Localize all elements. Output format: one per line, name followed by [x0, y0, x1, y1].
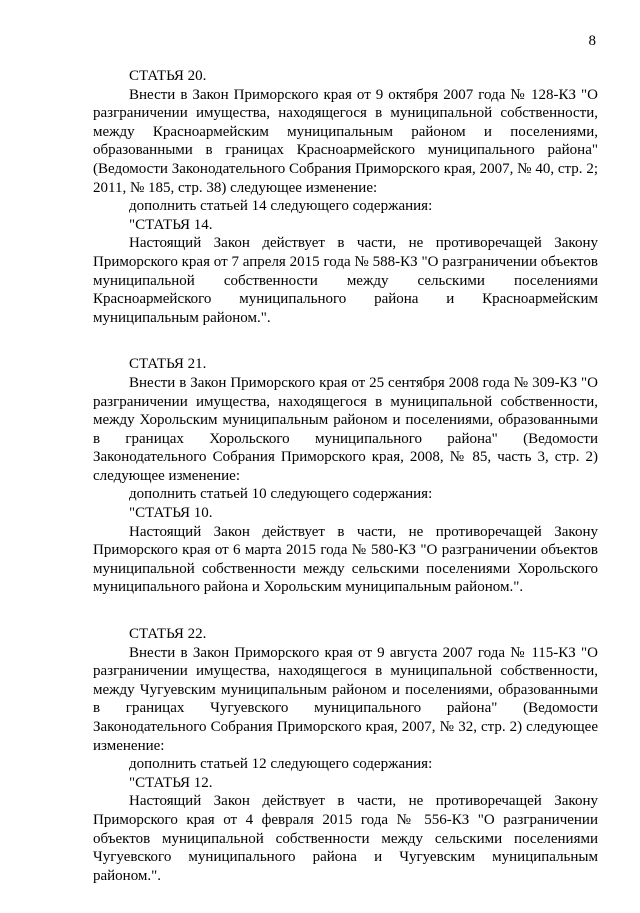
amendment-instruction: дополнить статьей 12 следующего содержания:: [129, 756, 433, 773]
article-21: [93, 355, 598, 597]
new-article-text: Настоящий Закон действует в части, не противоречащей Закону Приморского края от 6 марта 2015 года № 580-КЗ "О разграничении объектов муниципальной собственности между сельскими поселениями Хорольского муниципального района и Хорольским муниципальным районом.".: [93, 523, 598, 596]
new-article-heading: "СТАТЬЯ 10.: [129, 505, 213, 522]
article-intro: Внести в Закон Приморского края от 25 сентября 2008 года № 309-КЗ "О разграничении имущества, находящегося в муниципальной собственности, между Хорольским муниципальным районом и поселениями, образованными в границах Хорольского муниципального района" (Ведомости Законодательного Собрания Приморского края, 2008, № 85, часть 3, стр. 2) следующее изменение:: [93, 374, 598, 484]
article-22: [93, 625, 598, 885]
new-article-heading: "СТАТЬЯ 14.: [129, 216, 213, 233]
article-heading: СТАТЬЯ 20.: [129, 68, 207, 84]
new-article-heading: "СТАТЬЯ 12.: [129, 774, 213, 791]
amendment-instruction: дополнить статьей 10 следующего содержания:: [129, 486, 433, 503]
article-heading: СТАТЬЯ 22.: [129, 626, 207, 643]
article-intro: Внести в Закон Приморского края от 9 октября 2007 года № 128-КЗ "О разграничении имущества, находящегося в муниципальной собственности, между Красноармейским муниципальным районом и поселениями, образованными в границах Красноармейского муниципального района" (Ведомости Законодательного Собрания Приморского края, 2007, № 40, стр. 2; 2011, № 185, стр. 38) следующее изменение:: [93, 86, 598, 196]
article-intro: Внести в Закон Приморского края от 9 августа 2007 года № 115-КЗ "О разграничении имущества, находящегося в муниципальной собственности, между Чугуевским муниципальным районом и поселениями, образованными в границах Чугуевского муниципального района" (Ведомости Законодательного Собрания Приморского края, 2007, № 32, стр. 2) следующее изменение:: [93, 644, 598, 754]
page-number: 8: [588, 33, 596, 49]
document-body: [93, 67, 598, 913]
article-heading: СТАТЬЯ 21.: [129, 356, 207, 373]
article-20: [93, 67, 598, 327]
amendment-instruction: дополнить статьей 14 следующего содержания:: [129, 198, 433, 215]
new-article-text: Настоящий Закон действует в части, не противоречащей Закону Приморского края от 4 февраля 2015 года № 556-КЗ "О разграничении объектов муниципальной собственности между сельскими поселениями Чугуевского муниципального района и Чугуевским муниципальным районом.".: [93, 793, 598, 884]
new-article-text: Настоящий Закон действует в части, не противоречащей Закону Приморского края от 7 апреля 2015 года № 588-КЗ "О разграничении объектов муниципальной собственности между сельскими поселениями Красноармейского муниципального района и Красноармейским муниципальным районом.".: [93, 235, 598, 326]
